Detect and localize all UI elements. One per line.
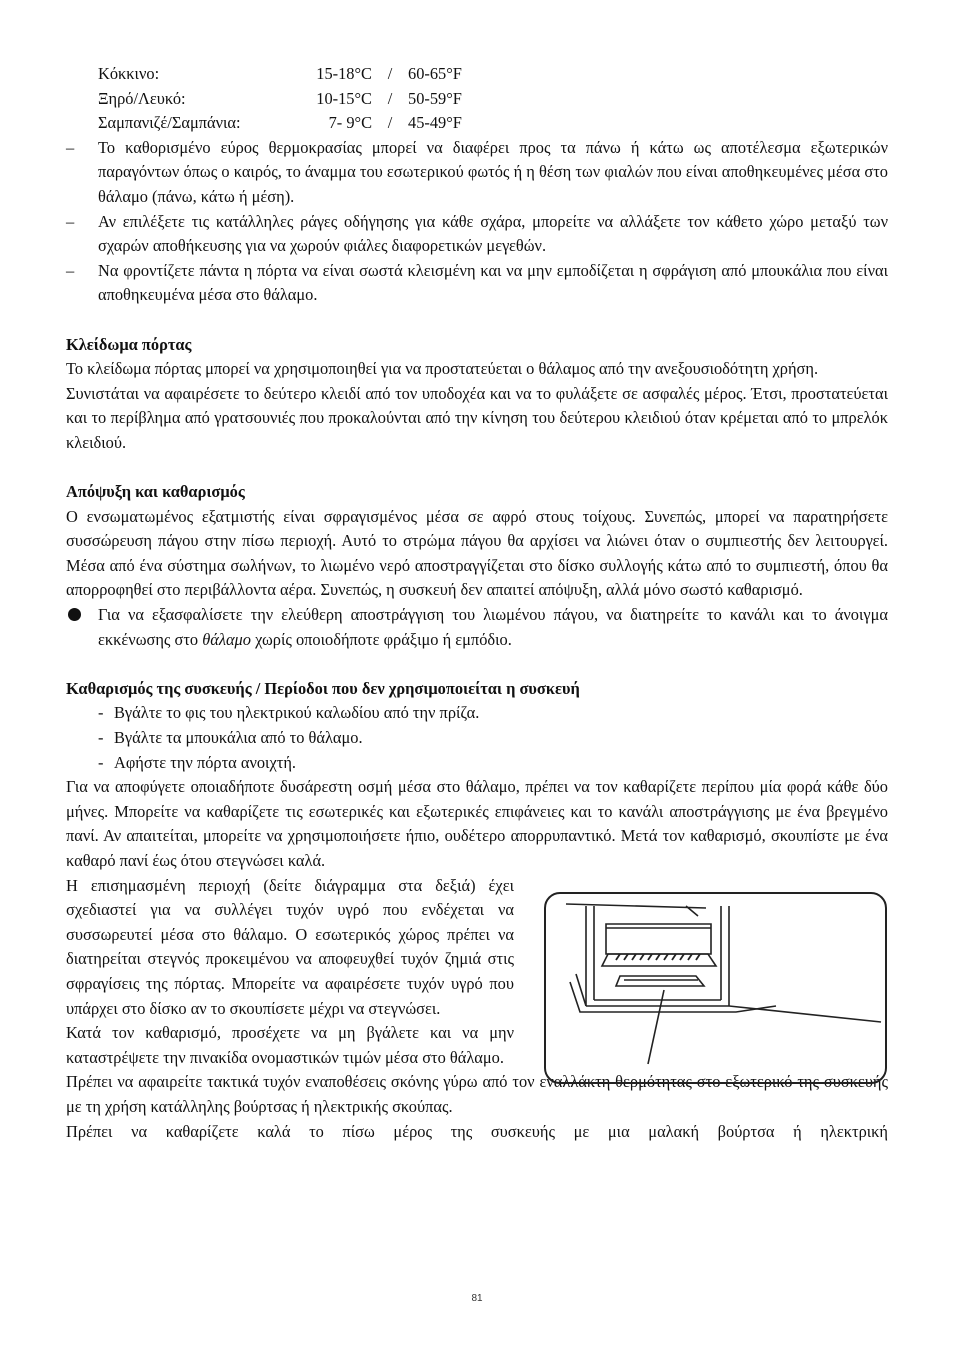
wine-type: Σαμπανιζέ/Σαμπάνια: — [98, 113, 241, 133]
section-heading-cleaning: Καθαρισμός της συσκευής / Περίοδοι που δεν χρησιμοποιείται η συσκευή — [66, 678, 580, 698]
bullet-item — [66, 603, 888, 652]
text-with-diagram — [66, 874, 888, 1071]
bullet-dot-icon — [66, 603, 98, 652]
list-item-text: Το καθορισμένο εύρος θερμοκρασίας μπορεί να διαφέρει προς τα πάνω ή κάτω ως αποτέλεσμα εξωτερικών παραγόντων όπως ο καιρός, το άναμμα του εσωτερικού φωτός ή η θέση των φιαλών που είναι αποθηκευμένες μέσα στο θάλαμο (πάνω, κάτω ή μέση). — [98, 137, 888, 206]
temp-separator: / — [387, 88, 393, 108]
list-item — [98, 726, 888, 751]
list-item-text: Αν επιλέξετε τις κατάλληλες ράγες οδήγησης για κάθε σχάρα, μπορείτε να αλλάξετε τον κάθετο χώρο μεταξύ των σχαρών αποθήκευσης για να χωρούν φιάλες διαφορετικών μεγεθών. — [98, 211, 888, 256]
temp-fahrenheit: 60-65°F — [408, 64, 462, 83]
paragraph: Πρέπει να καθαρίζετε καλά το πίσω μέρος της συσκευής με μια μαλακή βούρτσα ή ηλεκτρική — [66, 1121, 888, 1141]
temperature-table — [98, 62, 888, 136]
drip-tray-diagram — [544, 892, 887, 1084]
temp-separator: / — [387, 64, 393, 83]
hyphen-marker: - — [98, 703, 104, 723]
document-body — [66, 62, 888, 1144]
list-item — [98, 701, 888, 726]
paragraph: Κατά τον καθαρισμό, προσέχετε να μη βγάλετε και να μην καταστρέψετε την πινακίδα ονομαστικών τιμών μέσα στο θάλαμο. — [66, 1023, 514, 1067]
wine-cooler-interior-illustration — [546, 894, 885, 1082]
paragraph: Η επισημασμένη περιοχή (δείτε διάγραμμα στα δεξιά) έχει σχεδιαστεί για να συλλέγει τυχόν υγρό που ενδέχεται να συσσωρευτεί μέσα στο θάλαμο. Ο εσωτερικός χώρος πρέπει να διατηρείται στεγνός προκειμένου να αποφευχθεί τυχόν ζημιά στις σφραγίσεις της πόρτας. Μπορείτε να αφαιρέσετε τυχόν υγρό που υπάρχει στο δίσκο αν το σκουπίσετε μέχρι να στεγνώσει. — [66, 875, 514, 1018]
list-item — [66, 136, 888, 210]
dash-marker: – — [66, 211, 75, 231]
diagram-side-text — [66, 874, 514, 1071]
temp-celsius: 10-15°C — [316, 88, 372, 108]
paragraph: Συνιστάται να αφαιρέσετε το δεύτερο κλειδί από τον υποδοχέα και να το φυλάξετε σε ασφαλές μέρος. Έτσι, προστατεύεται και το περίβλημα από γρατσουνιές που προκαλούνται από την κίνηση του δεύτερου κλειδιού όταν κρέμεται από το μπρελόκ κλειδιού. — [66, 383, 888, 452]
dash-marker: – — [66, 137, 75, 157]
list-item-text: Βγάλτε τα μπουκάλια από το θάλαμο. — [114, 728, 363, 748]
hyphen-marker: - — [98, 728, 104, 748]
temp-celsius: 15-18°C — [316, 64, 372, 83]
temperature-row — [98, 62, 888, 87]
paragraph: Πρέπει να αφαιρείτε τακτικά τυχόν εναποθέσεις σκόνης γύρω από τον εναλλάκτη θερμότητας στο εξωτερικό της συσκευής με τη χρήση κατάλληλης βούρτσας ή ηλεκτρικής σκούπας. — [66, 1072, 888, 1116]
list-item — [98, 751, 888, 776]
list-item-text: Αφήστε την πόρτα ανοιχτή. — [114, 752, 296, 772]
temperature-row — [98, 87, 888, 112]
page-number: 81 — [471, 1293, 483, 1304]
section-heading-door-lock: Κλείδωμα πόρτας — [66, 334, 192, 354]
wine-type: Κόκκινο: — [98, 64, 160, 83]
dash-marker: – — [66, 260, 75, 280]
temperature-row — [98, 111, 888, 136]
temp-separator: / — [387, 113, 393, 133]
temp-fahrenheit: 50-59°F — [408, 88, 462, 108]
bullet-text: Για να εξασφαλίσετε την ελεύθερη αποστράγγιση του λιωμένου πάγου, να διατηρείτε το κανάλι και το άνοιγμα εκκένωσης στο θάλαμο χωρίς οποιοδήποτε φράξιμο ή εμπόδιο. — [98, 605, 888, 649]
paragraph: Ο ενσωματωμένος εξατμιστής είναι σφραγισμένος μέσα σε αφρό στους τοίχους. Συνεπώς, μπορεί να παρατηρήσετε συσσώρευση πάγου στην πίσω περιοχή. Αυτό το στρώμα πάγου θα αρχίσει να λιώνει όταν ο συμπιεστής δεν λειτουργεί. Μέσα από ένα σύστημα σωλήνων, το λιωμένο νερό αποστραγγίζεται στο δίσκο συλλογής κάτω από το συμπιεστή, όπου θα απορροφηθεί στο περιβάλλοντα αέρα. Συνεπώς, η συσκευή δεν απαιτεί απόψυξη, αλλά μόνο σωστό καθαρισμό. — [66, 506, 888, 600]
hyphen-marker: - — [98, 752, 104, 772]
section-heading-defrost: Απόψυξη και καθαρισμός — [66, 482, 245, 502]
list-item-text: Βγάλτε το φις του ηλεκτρικού καλωδίου από την πρίζα. — [114, 703, 480, 723]
list-item — [66, 259, 888, 308]
temp-fahrenheit: 45-49°F — [408, 113, 462, 133]
list-item-text: Να φροντίζετε πάντα η πόρτα να είναι σωστά κλεισμένη και να μην εμποδίζεται η σφράγιση από μπουκάλια που είναι αποθηκευμένα μέσα στο θάλαμο. — [98, 260, 888, 305]
temp-celsius: 7- 9°C — [328, 113, 372, 133]
list-item — [66, 210, 888, 259]
paragraph: Το κλείδωμα πόρτας μπορεί να χρησιμοποιηθεί για να προστατεύεται ο θάλαμος από την ανεξουσιοδότητη χρήση. — [66, 359, 819, 379]
wine-type: Ξηρό/Λευκό: — [98, 88, 186, 108]
paragraph: Για να αποφύγετε οποιαδήποτε δυσάρεστη οσμή μέσα στο θάλαμο, πρέπει να τον καθαρίζετε περίπου μία φορά κάθε δύο μήνες. Μπορείτε να καθαρίζετε τις εσωτερικές και εξωτερικές επιφάνειες και το κανάλι αποστράγγισης με ένα βρεγμένο πανί. Αν απαιτείται, μπορείτε να χρησιμοποιήσετε ήπιο, ουδέτερο απορρυπαντικό. Μετά τον καθαρισμό, σκουπίστε με ένα καθαρό πανί έως ότου στεγνώσει καλά. — [66, 777, 888, 870]
